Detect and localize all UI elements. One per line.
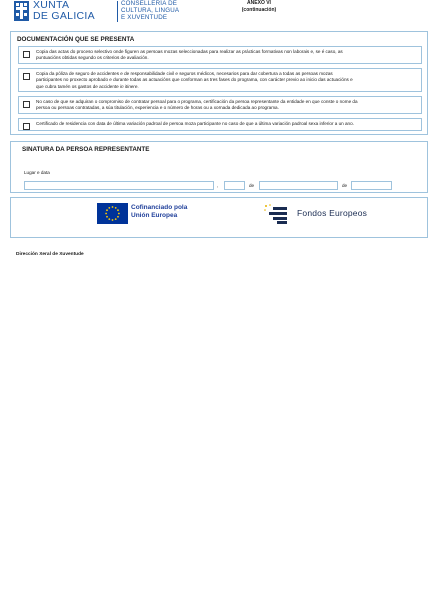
fondos-europeos-icon xyxy=(263,203,293,225)
fondos-europeos-text: Fondos Europeos xyxy=(297,208,368,218)
consellaria-logo-text: CONSELLERÍA DE CULTURA, LINGUA E XUVENTUDE xyxy=(121,0,180,22)
checklist-item xyxy=(18,96,422,114)
de-label: de xyxy=(342,183,348,188)
signature-section xyxy=(10,141,428,193)
day-field[interactable] xyxy=(224,181,245,190)
checkbox[interactable] xyxy=(23,73,30,80)
checkbox[interactable] xyxy=(23,101,30,108)
xunta-logo-text: XUNTA DE GALICIA xyxy=(33,0,95,22)
logo-separator xyxy=(117,1,118,22)
xunta-cross-icon xyxy=(14,1,29,21)
directorate-footer: Dirección Xeral de Xuventude xyxy=(16,252,84,257)
year-field[interactable] xyxy=(351,181,392,190)
de-label: de xyxy=(249,183,255,188)
checklist-item xyxy=(18,46,422,64)
place-field[interactable] xyxy=(24,181,214,190)
funding-logos xyxy=(10,197,428,238)
checkbox[interactable] xyxy=(23,123,30,130)
checklist-item xyxy=(18,118,422,131)
month-field[interactable] xyxy=(259,181,338,190)
checkbox[interactable] xyxy=(23,51,30,58)
eu-cofinanced-text: Cofinanciado pola Unión Europea xyxy=(131,204,188,220)
comma-separator: , xyxy=(217,183,219,188)
checklist-item-text: Copia das actas do proceso selectivo onde figuren as persoas mozas seleccionadas para realizar as prácticas formativas non laborais e, se é caso, as puntuacións obtidas segundo os criterios de avaliación. xyxy=(36,49,343,61)
place-date-label: Lugar e data xyxy=(24,170,50,175)
documentation-section xyxy=(10,31,428,135)
page-header xyxy=(14,0,434,26)
section-title: DOCUMENTACIÓN QUE SE PRESENTA xyxy=(17,36,135,43)
eu-flag-icon xyxy=(97,203,128,224)
section-title: SINATURA DA PERSOA REPRESENTANTE xyxy=(22,146,150,153)
checklist-item-text: Certificado de residencia con data de última variación padroal de persoa moza participante no caso de que a última variación padroal sexa inferior a un ano. xyxy=(36,121,354,126)
annex-title: ANEXO VI (continuación) xyxy=(241,0,277,13)
checklist-item-text: No caso de que se adquiran o compromiso de contratar persoal para o programa, certificación da persoa representante da entidade en que conste o nome da persoa ou persoas contratadas, a súa titulación, experiencia e o número de horas ou a xornada dedicada ao programa. xyxy=(36,99,358,111)
checklist-item-text: Copia da póliza de seguro de accidentes e de responsabilidade civil e seguros médicos, necesarios para dar cobertura a todas as persoas mozas participantes no proxecto aprobado e durante todas as actuacións que conforman as tres fases do programa, con carácter previo ao inicio das actuacións e que cubra tamén os gastos de accidente in itinere. xyxy=(36,71,353,89)
checklist-item xyxy=(18,68,422,92)
